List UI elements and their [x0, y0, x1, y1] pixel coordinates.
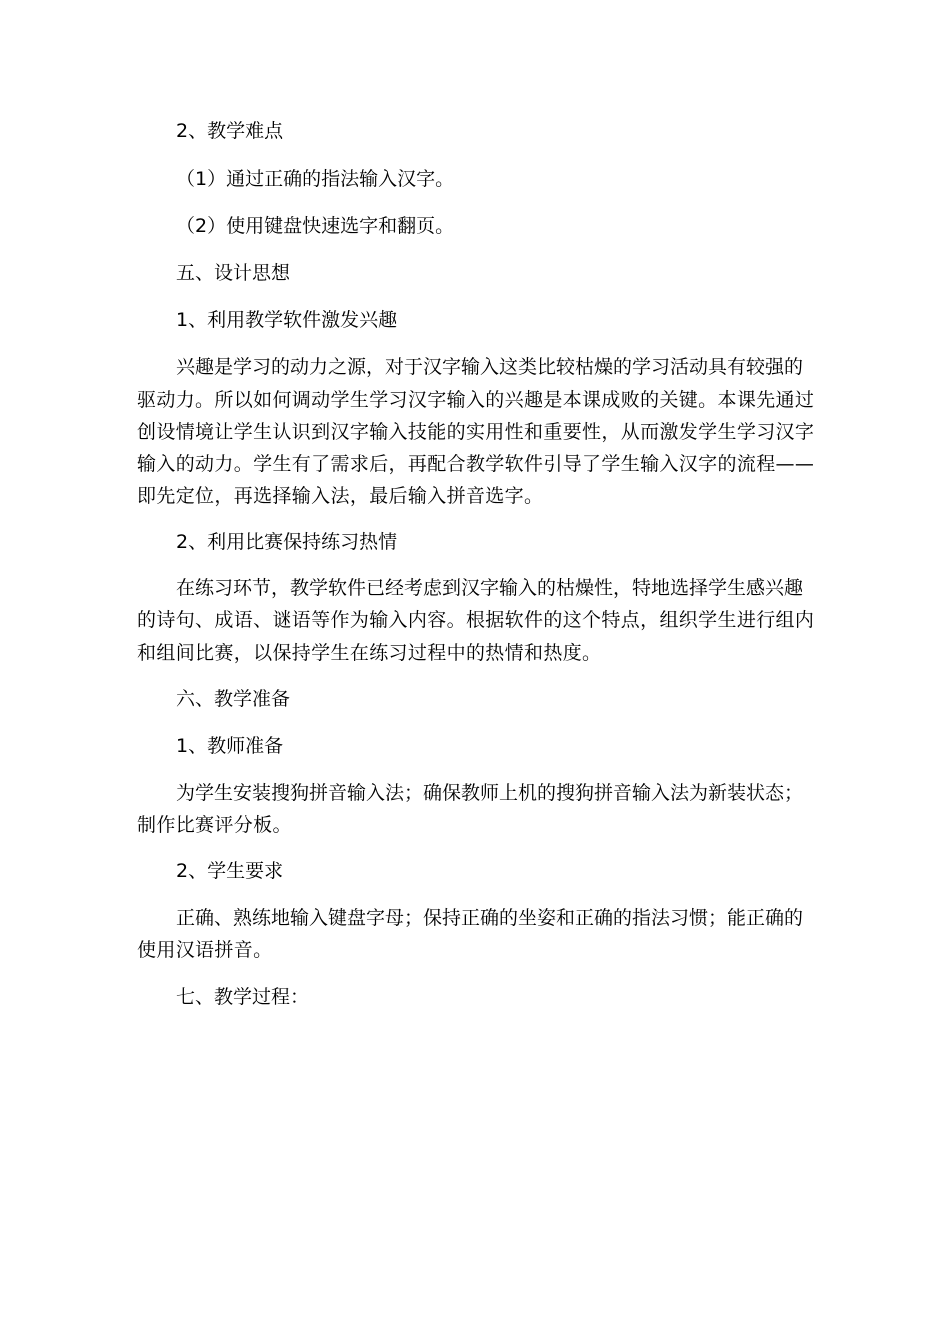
- section-heading-teaching-difficulty: 2、教学难点: [176, 120, 284, 142]
- paragraph-line: 输入的动力。学生有了需求后，再配合教学软件引导了学生输入汉字的流程——: [137, 453, 815, 475]
- list-item: （1）通过正确的指法输入汉字。: [176, 168, 455, 190]
- section-heading-teaching-process: 七、教学过程：: [176, 986, 310, 1008]
- paragraph-line: 兴趣是学习的动力之源，对于汉字输入这类比较枯燥的学习活动具有较强的: [176, 356, 804, 378]
- paragraph-line: 驱动力。所以如何调动学生学习汉字输入的兴趣是本课成败的关键。本课先通过: [137, 389, 815, 411]
- paragraph-line: 即先定位，再选择输入法，最后输入拼音选字。: [137, 485, 544, 507]
- paragraph-line: 在练习环节，教学软件已经考虑到汉字输入的枯燥性，特地选择学生感兴趣: [176, 577, 804, 599]
- subsection-heading: 2、学生要求: [176, 860, 284, 882]
- paragraph-line: 正确、熟练地输入键盘字母；保持正确的坐姿和正确的指法习惯；能正确的: [176, 907, 804, 929]
- paragraph-line: 的诗句、成语、谜语等作为输入内容。根据软件的这个特点，组织学生进行组内: [137, 609, 815, 631]
- list-item: （2）使用键盘快速选字和翻页。: [176, 215, 455, 237]
- subsection-heading: 1、利用教学软件激发兴趣: [176, 309, 398, 331]
- section-heading-design-thinking: 五、设计思想: [176, 262, 291, 284]
- paragraph-line: 创设情境让学生认识到汉字输入技能的实用性和重要性，从而激发学生学习汉字: [137, 421, 815, 443]
- subsection-heading: 1、教师准备: [176, 735, 284, 757]
- subsection-heading: 2、利用比赛保持练习热情: [176, 531, 398, 553]
- paragraph-line: 制作比赛评分板。: [137, 814, 292, 836]
- paragraph-line: 使用汉语拼音。: [137, 939, 273, 961]
- section-heading-teaching-preparation: 六、教学准备: [176, 688, 291, 710]
- paragraph-line: 为学生安装搜狗拼音输入法；确保教师上机的搜狗拼音输入法为新装状态；: [176, 782, 804, 804]
- paragraph-line: 和组间比赛，以保持学生在练习过程中的热情和热度。: [137, 642, 602, 664]
